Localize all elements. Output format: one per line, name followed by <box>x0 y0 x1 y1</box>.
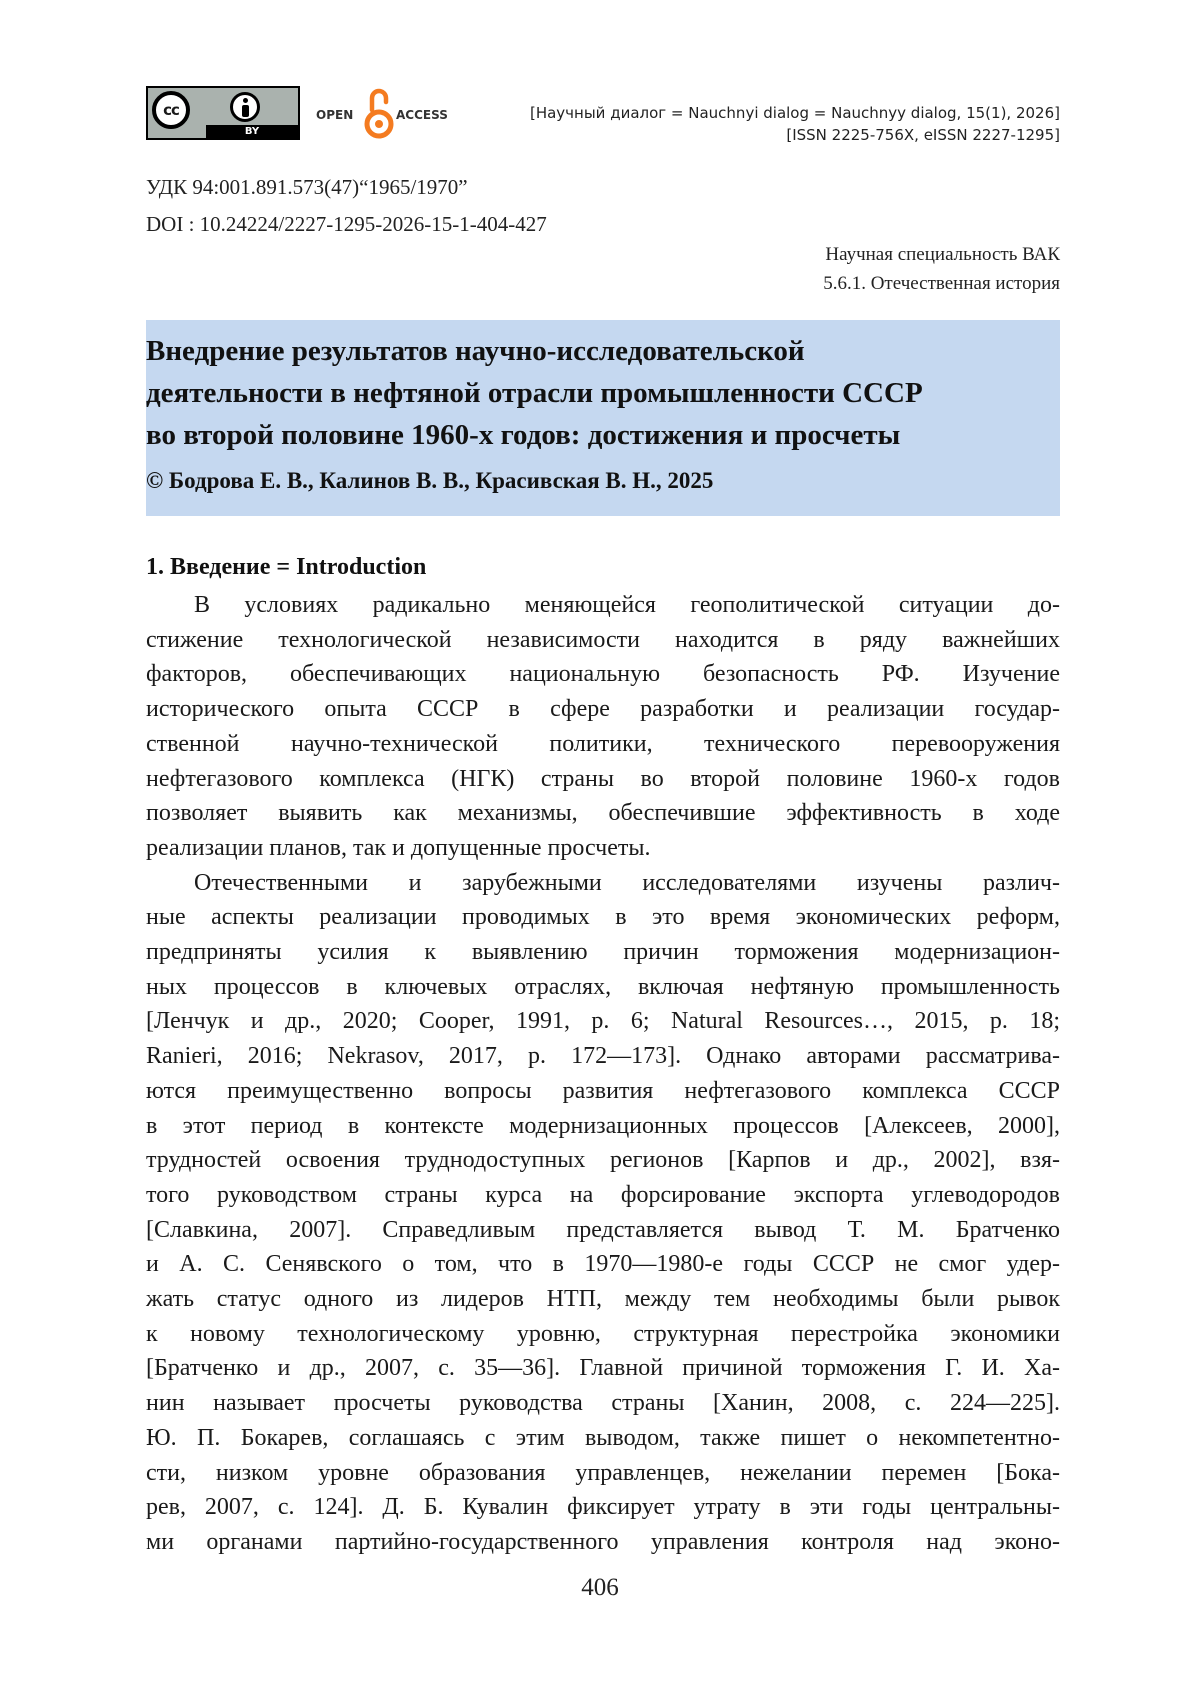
title-block <box>146 320 1060 516</box>
authors-copyright: © Бодрова Е. В., Калинов В. В., Красивская В. Н., 2025 <box>146 468 714 493</box>
text-line: реализации планов, так и допущенные просчеты. <box>146 834 651 861</box>
text-line: трудностей освоения труднодоступных регионов [Карпов и др., 2002], взя- <box>146 1147 1060 1174</box>
text-line: В условиях радикально меняющейся геополитической ситуации до- <box>194 592 1060 618</box>
specialty-line1: Научная специальность ВАК <box>825 244 1060 265</box>
text-line: ственной научно-технической политики, технического перевооружения <box>146 730 1060 757</box>
text-line: сти, низком уровне образования управленцев, нежелании перемен [Бока- <box>146 1459 1060 1486</box>
text-line: к новому технологическому уровню, структурная перестройка экономики <box>146 1320 1060 1347</box>
journal-reference-line1: [Научный диалог = Nauchnyi dialog = Nauchnyy dialog, 15(1), 2026] <box>529 104 1060 122</box>
creative-commons-icon: cc <box>152 91 190 129</box>
text-line: нефтегазового комплекса (НГК) страны во второй половине 1960-х годов <box>146 765 1060 792</box>
title-line: во второй половине 1960-х годов: достижения и просчеты <box>146 419 901 451</box>
specialty-line2: 5.6.1. Отечественная история <box>823 273 1060 294</box>
section-heading: 1. Введение = Introduction <box>146 554 427 580</box>
cc-by-license-badge[interactable] <box>146 86 300 140</box>
text-line: [Славкина, 2007]. Справедливым представляется вывод Т. М. Братченко <box>146 1216 1060 1243</box>
text-line: [Ленчук и др., 2020; Cooper, 1991, p. 6; Natural Resources…, 2015, p. 18; <box>146 1008 1060 1035</box>
attribution-person-icon <box>230 92 260 122</box>
vak-specialty <box>823 240 1060 298</box>
text-line: [Братченко и др., 2007, с. 35—36]. Главной причиной торможения Г. И. Ха- <box>146 1355 1060 1382</box>
text-line: предприняты усилия к выявлению причин торможения модернизацион- <box>146 939 1060 966</box>
article-body <box>146 588 1060 1560</box>
by-label: BY <box>206 125 298 138</box>
text-line: факторов, обеспечивающих национальную безопасность РФ. Изучение <box>146 661 1060 688</box>
article-title <box>146 330 1046 456</box>
journal-reference <box>530 102 1060 146</box>
text-line: исторического опыта СССР в сфере разработки и реализации государ- <box>146 696 1060 723</box>
udk-code: УДК 94:001.891.573(47)“1965/1970” <box>146 175 468 199</box>
open-access-logo[interactable] <box>316 86 466 140</box>
text-line: в этот период в контексте модернизационных процессов [Алексеев, 2000], <box>146 1112 1060 1139</box>
text-line: позволяет выявить как механизмы, обеспечившие эффективность в ходе <box>146 800 1060 827</box>
page-number: 406 <box>581 1574 619 1601</box>
access-label: ACCESS <box>396 108 448 122</box>
open-label: OPEN <box>316 108 354 122</box>
text-line: стижение технологической независимости находится в ряду важнейших <box>146 626 1060 653</box>
text-line: жать статус одного из лидеров НТП, между тем необходимы были рывок <box>146 1286 1060 1313</box>
text-line: Ю. П. Бокарев, соглашаясь с этим выводом, также пишет о некомпетентно- <box>146 1424 1060 1451</box>
journal-reference-line2: [ISSN 2225-756X, eISSN 2227-1295] <box>786 126 1060 144</box>
text-line: нин называет просчеты руководства страны [Ханин, 2008, с. 224—225]. <box>146 1390 1060 1417</box>
text-line: Отечественными и зарубежными исследователями изучены различ- <box>194 869 1060 896</box>
text-line: и А. С. Сенявского о том, что в 1970—1980-е годы СССР не смог удер- <box>146 1251 1060 1278</box>
text-line: ные аспекты реализации проводимых в это время экономических реформ, <box>146 904 1060 931</box>
text-line: Ranieri, 2016; Nekrasov, 2017, p. 172—173]. Однако авторами рассматрива- <box>146 1043 1060 1070</box>
title-line: Внедрение результатов научно-исследовательской <box>146 335 805 367</box>
text-line: рев, 2007, с. 124]. Д. Б. Кувалин фиксирует утрату в эти годы центральны- <box>146 1494 1060 1521</box>
doi-link[interactable]: DOI : 10.24224/2227-1295-2026-15-1-404-427 <box>146 212 547 236</box>
text-line: ются преимущественно вопросы развития нефтегазового комплекса СССР <box>146 1077 1060 1104</box>
paragraph <box>146 866 1060 1560</box>
title-line: деятельности в нефтяной отрасли промышленности СССР <box>146 377 923 409</box>
text-line: того руководством страны курса на форсирование экспорта углеводородов <box>146 1181 1060 1208</box>
paragraph <box>146 588 1060 866</box>
text-line: ных процессов в ключевых отраслях, включая нефтяную промышленность <box>146 973 1060 1000</box>
open-access-lock-icon <box>363 86 395 140</box>
text-line: ми органами партийно-государственного управления контроля над эконо- <box>146 1528 1060 1555</box>
